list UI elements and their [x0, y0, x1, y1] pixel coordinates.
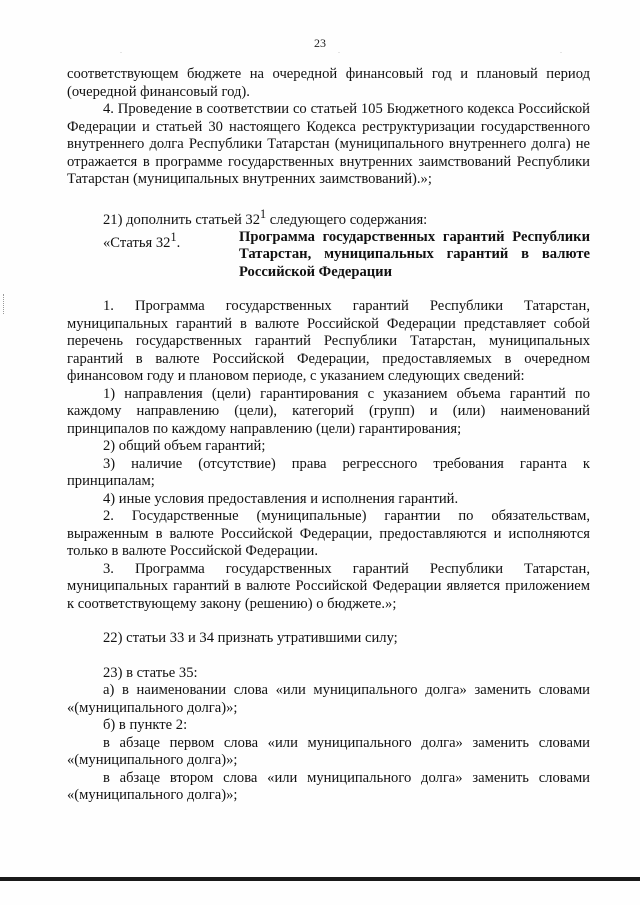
amendment-22: 22) статьи 33 и 34 признать утратившими силу;	[103, 630, 398, 647]
amendment-21-tail: следующего содержания:	[266, 211, 428, 228]
article-number-dot: .	[176, 234, 181, 251]
scan-artifact: .	[338, 46, 340, 55]
document-body	[67, 66, 590, 805]
article-title: Программа государственных гарантий Республики Татарстан, муниципальных гарантий в валюте Российской Федерации	[239, 228, 590, 280]
subitem-1: 1) направления (цели) гарантирования с указанием объема гарантий по каждому направлению (цели), категорий (групп) и (или) наименований принципалов по каждому направлению (цели) гарантирования;	[67, 385, 590, 437]
amendment-21	[67, 206, 590, 229]
scan-artifact: .	[120, 46, 122, 55]
amendment-23-a: а) в наименовании слова «или муниципального долга» заменить словами «(муниципального долга)»;	[67, 682, 590, 716]
subitem-2: 2) общий объем гарантий;	[103, 438, 266, 455]
article-heading	[103, 229, 590, 282]
margin-mark	[3, 294, 6, 314]
amendment-23-b-2: в абзаце втором слова «или муниципального долга» заменить словами «(муниципального долга)»;	[67, 769, 590, 804]
article-paragraph-1: 1. Программа государственных гарантий Республики Татарстан, муниципальных гарантий в валюте Российской Федерации представляет собой перечень государственных гарантий Республики Татарстан, муниципальных гарантий в валюте Российской Федерации, предоставляемых в очередном финансовом году и плановом периоде, с указанием следующих сведений:	[67, 298, 590, 385]
amendment-23-b: б) в пункте 2:	[103, 717, 188, 734]
superscript: 1	[260, 206, 267, 221]
scan-artifact: .	[560, 46, 562, 55]
superscript: 1	[170, 229, 177, 244]
amendment-21-text: 21) дополнить статьей 32	[103, 211, 261, 228]
subitem-3: 3) наличие (отсутствие) права регрессного требования гаранта к принципалам;	[67, 455, 590, 490]
article-number-text: «Статья 32	[103, 234, 171, 251]
scan-bottom-border	[0, 877, 640, 881]
article-paragraph-3: 3. Программа государственных гарантий Республики Татарстан, муниципальных гарантий в валюте Российской Федерации является приложением к соответствующему закону (решению) о бюджете.»;	[67, 560, 590, 612]
article-paragraph-2: 2. Государственные (муниципальные) гарантии по обязательствам, выраженным в валюте Российской Федерации, предоставляются и исполняются только в валюте Российской Федерации.	[67, 508, 590, 560]
amendment-23: 23) в статье 35:	[103, 664, 198, 681]
paragraph-item-4: 4. Проведение в соответствии со статьей 105 Бюджетного кодекса Российской Федерации и статьей 30 настоящего Кодекса реструктуризации государственного внутреннего долга Республики Татарстан (муниципального внутреннего долга) не отражается в программе государственных внутренних заимствований Республики Татарстан (муниципальных внутренних заимствований).»;	[67, 101, 590, 187]
article-number	[103, 229, 239, 282]
page-number: 23	[314, 36, 326, 50]
paragraph-continuation: соответствующем бюджете на очередной финансовый год и плановый период (очередной финансовый год).	[67, 66, 590, 100]
amendment-23-b-1: в абзаце первом слова «или муниципального долга» заменить словами «(муниципального долга)»;	[67, 734, 590, 769]
subitem-4: 4) иные условия предоставления и исполнения гарантий.	[103, 490, 459, 507]
